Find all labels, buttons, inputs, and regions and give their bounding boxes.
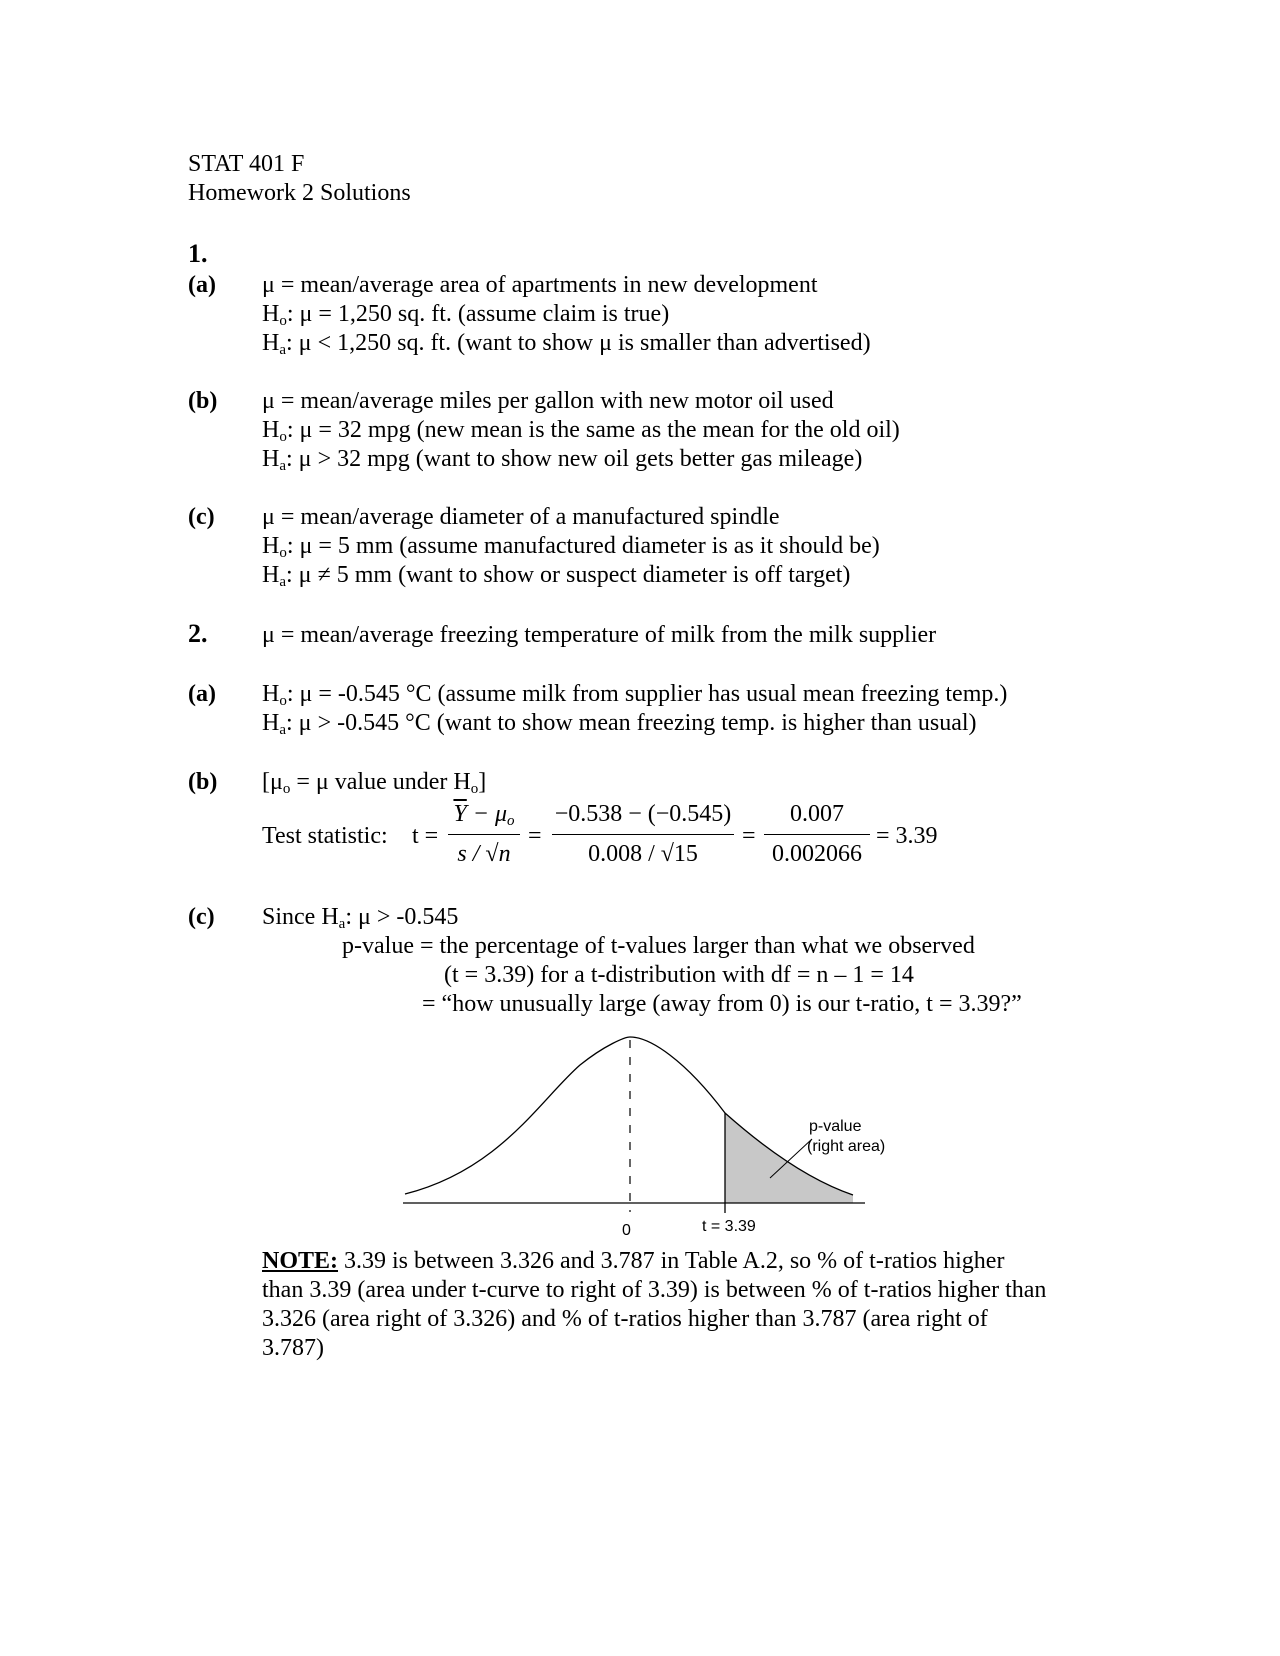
q1b-label: (b) <box>188 388 218 414</box>
q2a-ha: $H_a$: μ > -0.545 °C (want to show mean freezing temp. is higher than usual) <box>262 710 977 738</box>
note-heading: NOTE: <box>262 1248 339 1274</box>
q1b-h0-text: = 32 mpg (new mean is the same as the mean for the old oil) <box>318 417 900 443</box>
q2a-h0-text: = -0.545 °C (assume milk from supplier has usual mean freezing temp.) <box>318 681 1008 707</box>
figure-pvalue-label-1: p-value <box>809 1118 862 1135</box>
figure-label-t: t = 3.39 <box>702 1218 756 1235</box>
q1c-label: (c) <box>188 504 215 530</box>
q2c-pvalue-line: p-value = the percentage of t-values larger than what we observed <box>342 933 975 959</box>
note-line-2: than 3.39 (area under t-curve to right of 3.39) is between % of t-ratios higher than <box>262 1277 1047 1303</box>
q1a-h0: $H_o$: μ = 1,250 sq. ft. (assume claim is true) <box>262 301 670 329</box>
q1c-h0-text: = 5 mm (assume manufactured diameter is as it should be) <box>318 533 880 559</box>
q1a-ha: $H_a$: μ < 1,250 sq. ft. (want to show μ is smaller than advertised) <box>262 330 871 358</box>
q2a-h0: $H_o$: μ = -0.545 °C (assume milk from supplier has usual mean freezing temp.) <box>262 681 1008 709</box>
figure-pvalue-label-2: (right area) <box>807 1138 886 1155</box>
note-line-1-text: 3.39 is between 3.326 and 3.787 in Table A.2, so % of t-ratios higher <box>344 1248 1005 1274</box>
q2c-t-line: (t = 3.39) for a t-distribution with df = n – 1 = 14 <box>444 962 914 988</box>
equals-1: = <box>528 823 542 849</box>
equals-2: = <box>742 823 756 849</box>
q2a-ha-text: > -0.545 °C (want to show mean freezing temp. is higher than usual) <box>317 710 977 736</box>
q1c-ha: $H_a$: μ ≠ 5 mm (want to show or suspect diameter is off target) <box>262 562 851 590</box>
q1a-ha-post: is smaller than advertised) <box>611 330 871 356</box>
course-name: STAT 401 F <box>188 151 305 177</box>
q1b-mu-def-text: = mean/average miles per gallon with new motor oil used <box>280 388 834 414</box>
q2b-mu0-def: [$\mu_o = \mu$ value under $H_o$] <box>262 769 487 797</box>
t-equals: t = <box>412 823 439 849</box>
q2-number: 2. <box>188 619 208 648</box>
q1a-ha-pre: < 1,250 sq. ft. (want to show <box>317 330 600 356</box>
q1c-h0: $H_o$: μ = 5 mm (assume manufactured diameter is as it should be) <box>262 533 880 561</box>
test-statistic-result: = 3.39 <box>876 823 938 849</box>
q1b-mu-def: μ = mean/average miles per gallon with new motor oil used <box>262 388 834 414</box>
q2c-since-rest: : μ > -0.545 <box>345 904 459 930</box>
fraction-formula-denominator: s / √n <box>457 841 511 867</box>
q2c-since: Since $H_a$: μ > -0.545 <box>262 904 459 932</box>
fraction-formula-numerator: $\overline{Y} - \mu_o$ <box>453 801 515 829</box>
fraction-values-denominator: 0.008 / √15 <box>588 841 698 867</box>
q2b-mu0-def-text: = μ value under H <box>296 769 471 795</box>
q2-mu-def-text: = mean/average freezing temperature of milk from the milk supplier <box>280 622 937 648</box>
fraction-simplified-denominator: 0.002066 <box>772 841 862 867</box>
document-title: Homework 2 Solutions <box>188 180 411 206</box>
q1-number: 1. <box>188 239 208 268</box>
fraction-simplified-numerator: 0.007 <box>790 801 844 827</box>
q1a-mu-def-text: = mean/average area of apartments in new development <box>280 272 818 298</box>
q1b-ha-text: > 32 mpg (want to show new oil gets better gas mileage) <box>317 446 863 472</box>
q2a-label: (a) <box>188 681 216 707</box>
test-statistic-label: Test statistic: <box>262 823 388 849</box>
q1c-mu-def: μ = mean/average diameter of a manufactured spindle <box>262 504 780 530</box>
q2c-label: (c) <box>188 904 215 930</box>
q1b-h0: $H_o$: μ = 32 mpg (new mean is the same as the mean for the old oil) <box>262 417 900 445</box>
q2-mu-def: μ = mean/average freezing temperature of milk from the milk supplier <box>262 622 937 648</box>
q1a-label: (a) <box>188 272 216 298</box>
note-line-4: 3.787) <box>262 1335 324 1361</box>
note-line-1 <box>262 1247 1004 1275</box>
q2c-quote-line: = “how unusually large (away from 0) is our t-ratio, t = 3.39?” <box>422 991 1022 1017</box>
q1c-ha-text: ≠ 5 mm (want to show or suspect diameter is off target) <box>317 562 851 588</box>
q1a-mu-def: μ = mean/average area of apartments in new development <box>262 272 818 298</box>
q1a-h0-text: = 1,250 sq. ft. (assume claim is true) <box>318 301 670 327</box>
figure-label-zero: 0 <box>622 1222 631 1239</box>
q2c-since-text: Since H <box>262 904 339 930</box>
q2b-label: (b) <box>188 769 218 795</box>
fraction-values-numerator: −0.538 − (−0.545) <box>554 801 732 827</box>
note-line-3: 3.326 (area right of 3.326) and % of t-ratios higher than 3.787 (area right of <box>262 1306 988 1332</box>
q1b-ha: $H_a$: μ > 32 mpg (want to show new oil gets better gas mileage) <box>262 446 863 474</box>
q1c-mu-def-text: = mean/average diameter of a manufactured spindle <box>280 504 780 530</box>
